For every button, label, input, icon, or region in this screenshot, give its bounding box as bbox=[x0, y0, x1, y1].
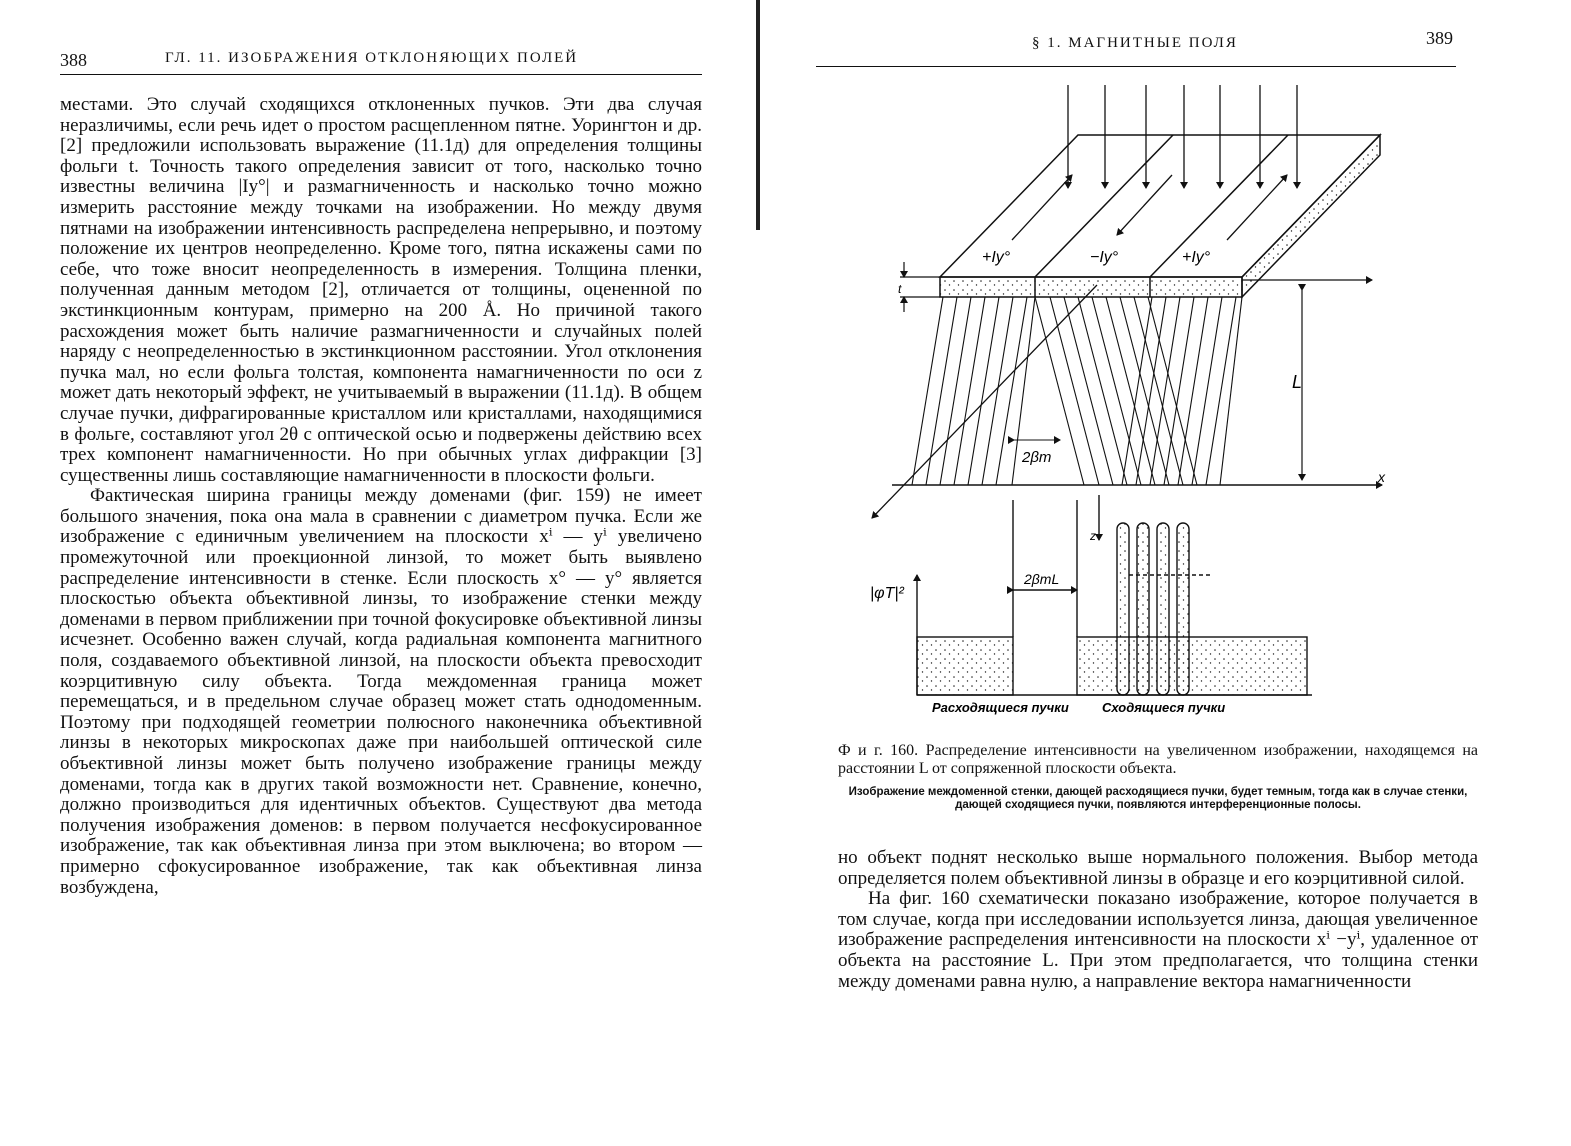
label-t: t bbox=[898, 282, 902, 296]
paragraph: но объект поднят несколько выше нормального положения. Выбор метода определяется полем объективной линзы в образце и его коэрцитивной силой. bbox=[838, 847, 1478, 889]
label-z: z bbox=[1090, 529, 1096, 543]
label-converging-beams: Сходящиеся пучки bbox=[1102, 700, 1226, 715]
intensity-profile bbox=[917, 495, 1312, 695]
label-minus-iy: −Iy° bbox=[1090, 249, 1119, 266]
oblique-beam-arrow bbox=[872, 285, 1097, 518]
thickness-marker bbox=[900, 262, 940, 312]
label-L: L bbox=[1292, 372, 1303, 392]
label-plus-iy-left: +Iy° bbox=[982, 249, 1011, 266]
left-page bbox=[0, 0, 760, 1146]
label-phi-t-squared: |φT|² bbox=[870, 585, 904, 602]
figure-caption-note: Изображение междоменной стенки, дающей расходящиеся пучки, будет темным, тогда как в случае стенки, дающей сходящиеся пучки, появляются интерференционные полосы. bbox=[848, 786, 1468, 811]
running-head: § 1. МАГНИТНЫЕ ПОЛЯ bbox=[1032, 35, 1238, 51]
label-2beta-m-L: 2βmL bbox=[1024, 571, 1060, 587]
label-2beta-m: 2βm bbox=[1022, 449, 1052, 466]
figure-160 bbox=[772, 0, 1571, 760]
diffracted-beams-middle bbox=[1035, 297, 1197, 485]
running-head: ГЛ. 11. ИЗОБРАЖЕНИЯ ОТКЛОНЯЮЩИХ ПОЛЕЙ bbox=[165, 50, 579, 66]
figure-caption-title: Ф и г. 160. Распределение интенсивности на увеличенном изображении, находящемся на расстоянии L от сопряженной плоскости объекта. bbox=[838, 742, 1478, 777]
label-plus-iy-right: +Iy° bbox=[1182, 249, 1211, 266]
right-page bbox=[772, 0, 1571, 1146]
left-body-text bbox=[60, 95, 702, 898]
diffracted-beams-right bbox=[1122, 297, 1242, 485]
paragraph: местами. Это случай сходящихся отклоненных пучков. Эти два случая неразличимы, если речь идет о простом расщепленном пятне. Уорингтон и др. [2] предложили использовать выражение (11.1д) для определения толщины фольги t. Точность такого определения зависит от того, насколько точно известны величина |Iy°| и размагниченность и насколько точно можно измерить расстояние между точками на изображении. Но между двумя пятнами на изображении интенсивность распределена непрерывно, и поэтому положение их центров неопределенно. Кроме того, пятна искажены сами по себе, что тоже вносит неопределенность в измерения. Толщина пленки, полученная данным методом [2], отличается от толщины, оцененной по экстинкционным контурам, примерно на 200 Å. Но причиной такого расхождения может быть наличие размагниченности и случайных полей наряду с неопределенностью в экстинкционном расстоянии. Угол отклонения пучка мал, но если фольга толстая, компонента намагниченности по оси z может дать некоторый эффект, не учитываемый в выражении (11.1д). В общем случае пучки, дифрагированные кристаллом или кристаллами, находящимися в фольге, составляют угол 2θ с оптической осью и подвержены действию всех трех компонент намагниченности. Но при обычных углах дифракции [3] существенны лишь составляющие намагниченности в плоскости фольги. bbox=[60, 94, 702, 486]
page-number: 388 bbox=[60, 50, 87, 70]
page-number: 389 bbox=[1426, 28, 1453, 48]
label-diverging-beams: Расходящиеся пучки bbox=[932, 700, 1069, 715]
label-x: x bbox=[1378, 469, 1385, 485]
paragraph: На фиг. 160 схематически показано изображение, которое получается в том случае, когда при исследовании используется линза, дающая увеличенное изображение распределения интенсивности на плоскости xⁱ −yⁱ, удаленное от объекта на расстояние L. При этом предполагается, что толщина стенки между доменами равна нулю, а направление вектора намагниченности bbox=[838, 888, 1478, 992]
header-rule bbox=[60, 74, 702, 75]
right-body-text bbox=[838, 848, 1478, 992]
foil-slab bbox=[940, 135, 1380, 297]
paragraph: Фактическая ширина границы между доменами (фиг. 159) не имеет большого значения, пока она мала в сравнении с диаметром пучка. Если же изображение с единичным увеличением на плоскости xⁱ — yⁱ увеличено промежуточной или проекционной линзой, то может быть выявлено распределение интенсивности в стенке. Если плоскость x° — y° является плоскостью объекта объективной линзы, то изображение стенки между доменами в первом приближении при точной фокусировке объективной линзы исчезнет. Особенно важен случай, когда радиальная компонента магнитного поля, создаваемого объективной линзой, на плоскости объекта превосходит коэрцитивную силу объекта. Тогда междоменная граница может перемещаться, и в предельном случае образец может стать однодоменным. Поэтому при подходящей геометрии полюсного наконечника объективной линзы в некоторых микроскопах даже при наибольшей оптической силе объективной линзы может быть получено изображение границы между доменами, тогда как в других такой возможности нет. Сравнение, конечно, должно производиться для идентичных объектов. Существуют два метода получения изображения доменов: в первом получается несфокусированное изображение, так как объективная линза при этом выключена; во втором — примерно сфокусированное изображение, так как объективная линза возбуждена, bbox=[60, 485, 702, 898]
